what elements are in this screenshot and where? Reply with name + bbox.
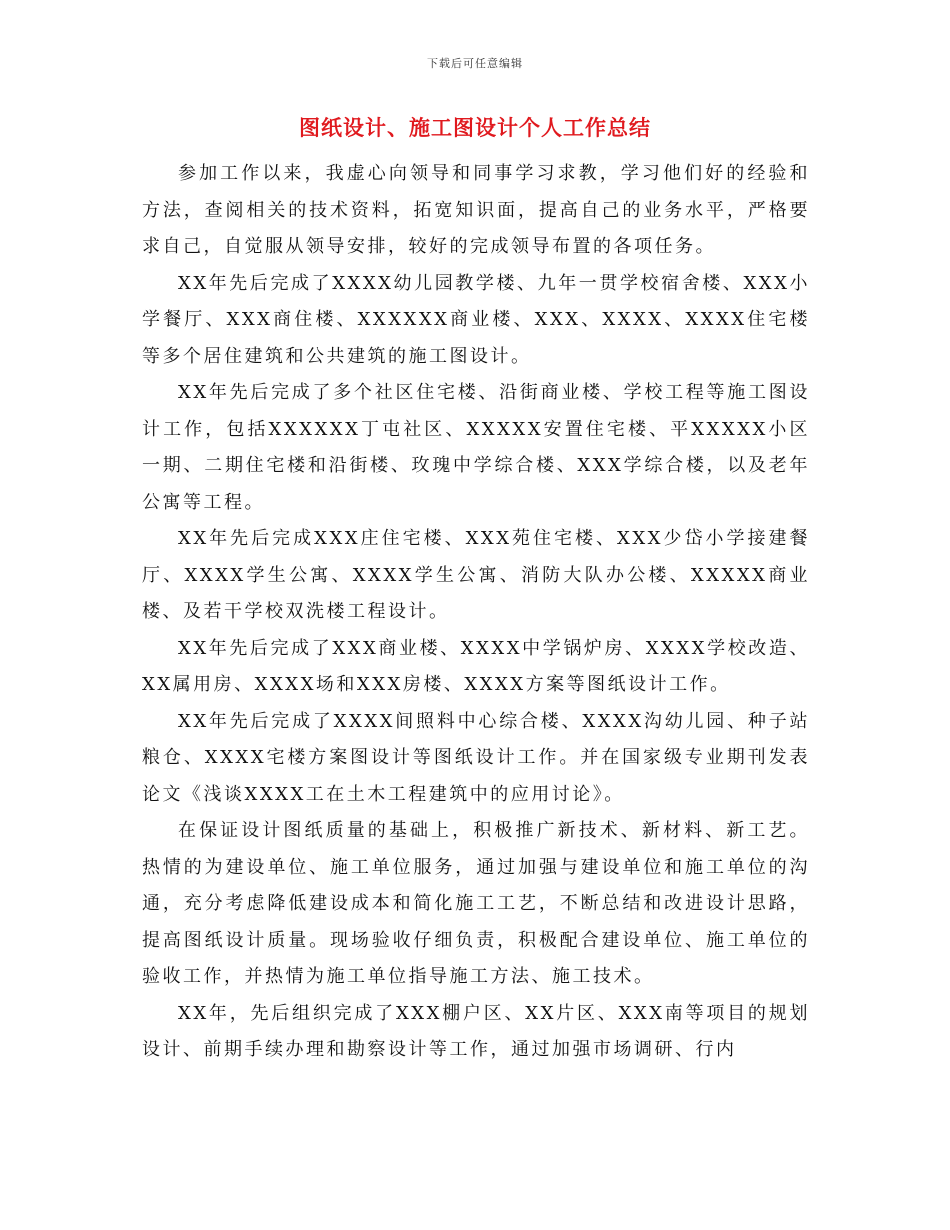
- body-paragraph: XX年先后完成了多个社区住宅楼、沿街商业楼、学校工程等施工图设计工作，包括XXXXXX丁屯社区、XXXXX安置住宅楼、平XXXXX小区一期、二期住宅楼和沿街楼、玫瑰中学综合楼、XXX学综合楼，以及老年公寓等工程。: [142, 382, 810, 513]
- body-paragraph: XX年先后完成了XXXX幼儿园教学楼、九年一贯学校宿舍楼、XXX小学餐厅、XXX商住楼、XXXXXX商业楼、XXX、XXXX、XXXX住宅楼等多个居住建筑和公共建筑的施工图设计。: [142, 272, 810, 367]
- document-title: 图纸设计、施工图设计个人工作总结: [299, 115, 651, 140]
- body-paragraph: XX年先后完成了XXXX间照料中心综合楼、XXXX沟幼儿园、种子站粮仓、XXXX宅楼方案图设计等图纸设计工作。并在国家级专业期刊发表论文《浅谈XXXX工在土木工程建筑中的应用讨论》。: [142, 710, 810, 805]
- document-body: [142, 156, 810, 1069]
- body-paragraph: 参加工作以来，我虚心向领导和同事学习求教，学习他们好的经验和方法，查阅相关的技术资料，拓宽知识面，提高自己的业务水平，严格要求自己，自觉服从领导安排，较好的完成领导布置的各项任务。: [142, 163, 810, 257]
- page-header-note: 下载后可任意编辑: [427, 57, 523, 70]
- body-paragraph: XX年，先后组织完成了XXX棚户区、XX片区、XXX南等项目的规划设计、前期手续办理和勘察设计等工作，通过加强市场调研、行内: [142, 1002, 810, 1060]
- body-paragraph: 在保证设计图纸质量的基础上，积极推广新技术、新材料、新工艺。热情的为建设单位、施工单位服务，通过加强与建设单位和施工单位的沟通，充分考虑降低建设成本和简化施工工艺，不断总结和改进设计思路，提高图纸设计质量。现场验收仔细负责，积极配合建设单位、施工单位的验收工作，并热情为施工单位指导施工方法、施工技术。: [142, 820, 810, 987]
- body-paragraph: XX年先后完成XXX庄住宅楼、XXX苑住宅楼、XXX少岱小学接建餐厅、XXXX学生公寓、XXXX学生公寓、消防大队办公楼、XXXXX商业楼、及若干学校双洗楼工程设计。: [142, 528, 810, 622]
- body-paragraph: XX年先后完成了XXX商业楼、XXXX中学锅炉房、XXXX学校改造、XX属用房、XXXX场和XXX房楼、XXXX方案等图纸设计工作。: [142, 637, 810, 695]
